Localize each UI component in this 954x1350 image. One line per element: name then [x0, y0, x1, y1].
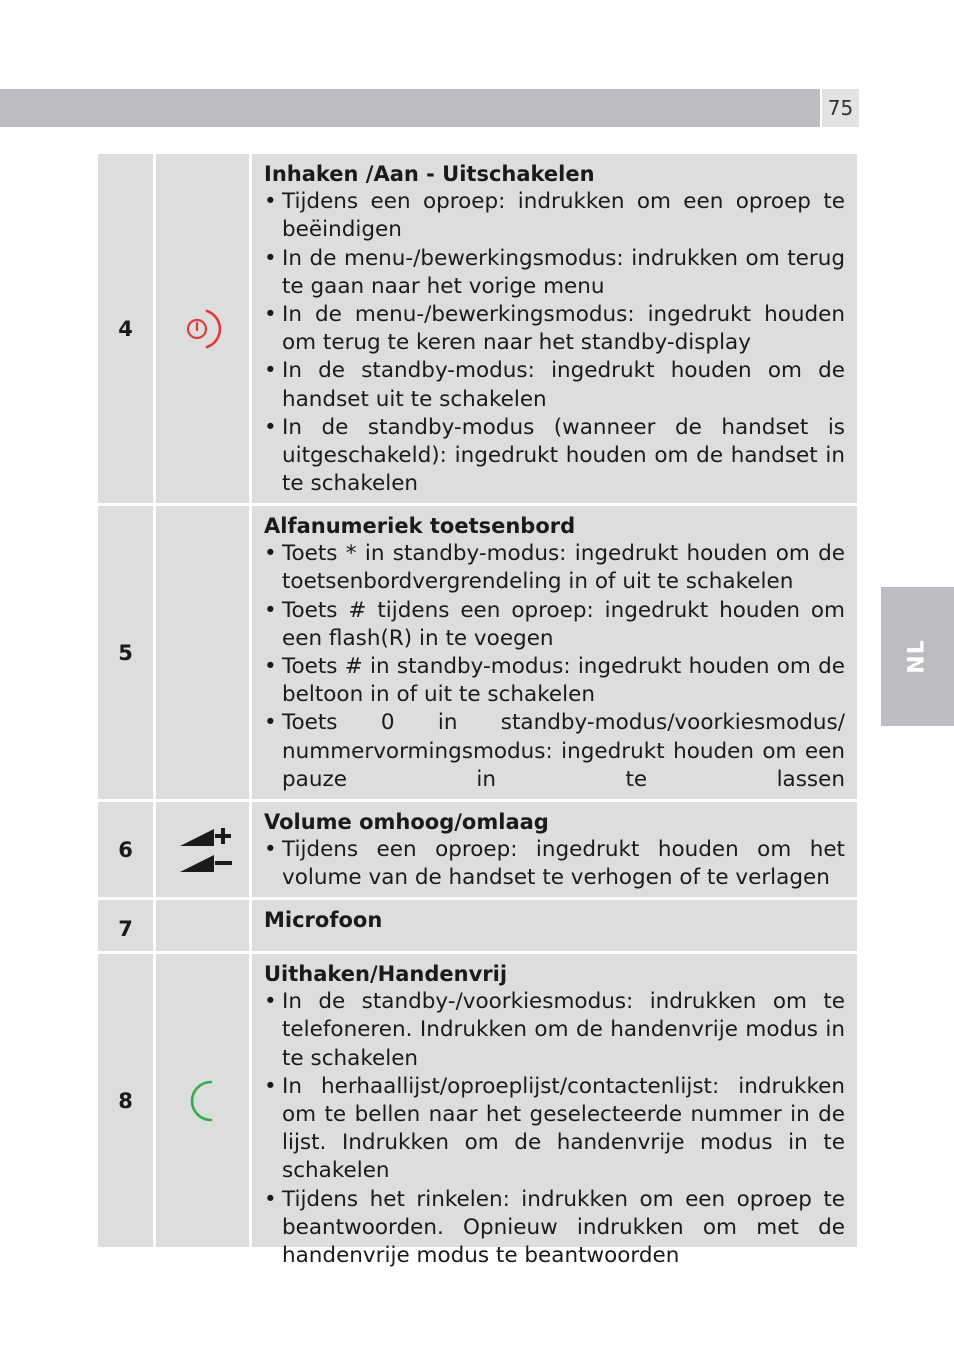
list-item: • In herhaallijst/oproeplijst/contactenlijst: indrukken om te bellen naar het geselecteerde nummer in de lijst. Indrukken om de handenvrije modus in te schakelen — [264, 1073, 845, 1186]
volume-icon — [176, 824, 236, 876]
language-tab-label: NL — [905, 639, 930, 674]
list-item: • In de menu-/bewerkingsmodus: indrukken om terug te gaan naar het vorige menu — [264, 245, 845, 301]
power-icon — [183, 304, 227, 354]
row-number: 5 — [98, 506, 153, 799]
list-item: • Tijdens een oproep: indrukken om een oproep te beëindigen — [264, 188, 845, 244]
row-description — [252, 900, 857, 951]
list-item: • Tijdens een oproep: ingedrukt houden om het volume van de handset te verhogen of te verlagen — [264, 836, 845, 892]
list-item: • Toets * in standby-modus: ingedrukt houden om de toetsenbordvergrendeling in of uit te schakelen — [264, 540, 845, 596]
page-number: 75 — [822, 89, 859, 127]
list-item: • In de standby-/voorkiesmodus: indrukken om te telefoneren. Indrukken om de handenvrije modus in te schakelen — [264, 988, 845, 1073]
call-icon — [189, 1078, 219, 1124]
list-item: • In de standby-modus (wanneer de handset is uitgeschakeld): ingedrukt houden om de handset in te schakelen — [264, 414, 845, 499]
row-description — [252, 802, 857, 897]
row-title: Microfoon — [264, 908, 383, 932]
bullet-list — [264, 988, 845, 1270]
row-number: 4 — [98, 154, 153, 503]
bullet-list — [264, 836, 845, 892]
language-tab — [881, 587, 954, 726]
list-item: • In de menu-/bewerkingsmodus: ingedrukt houden om terug te keren naar het standby-display — [264, 301, 845, 357]
row-number: 7 — [98, 900, 153, 951]
row-description — [252, 954, 857, 1269]
table-row — [98, 954, 857, 1269]
row-title: Uithaken/Handenvrij — [264, 962, 508, 986]
key-function-table — [98, 154, 857, 1269]
bullet-list — [264, 540, 845, 794]
row-title: Volume omhoog/omlaag — [264, 810, 549, 834]
row-title: Inhaken /Aan - Uitschakelen — [264, 162, 595, 186]
list-item: • Toets # tijdens een oproep: ingedrukt houden om een flash(R) in te voegen — [264, 597, 845, 653]
list-item: • Tijdens het rinkelen: indrukken om een oproep te beantwoorden. Opnieuw indrukken om met de handenvrije modus te beantwoorden — [264, 1186, 845, 1271]
row-title: Alfanumeriek toetsenbord — [264, 514, 576, 538]
header-bar — [0, 89, 820, 127]
table-row — [98, 900, 857, 951]
bullet-list — [264, 188, 845, 498]
row-number: 8 — [98, 954, 153, 1247]
row-description — [252, 506, 857, 799]
list-item: • Toets 0 in standby-modus/voorkiesmodus/ nummervormingsmodus: ingedrukt houden om een pauze in te lassen — [264, 709, 845, 794]
table-row — [98, 802, 857, 897]
list-item: • Toets # in standby-modus: ingedrukt houden om de beltoon in of uit te schakelen — [264, 653, 845, 709]
list-item: • In de standby-modus: ingedrukt houden om de handset uit te schakelen — [264, 357, 845, 413]
table-row — [98, 506, 857, 799]
row-description — [252, 154, 857, 503]
row-number: 6 — [98, 802, 153, 897]
table-row — [98, 154, 857, 503]
